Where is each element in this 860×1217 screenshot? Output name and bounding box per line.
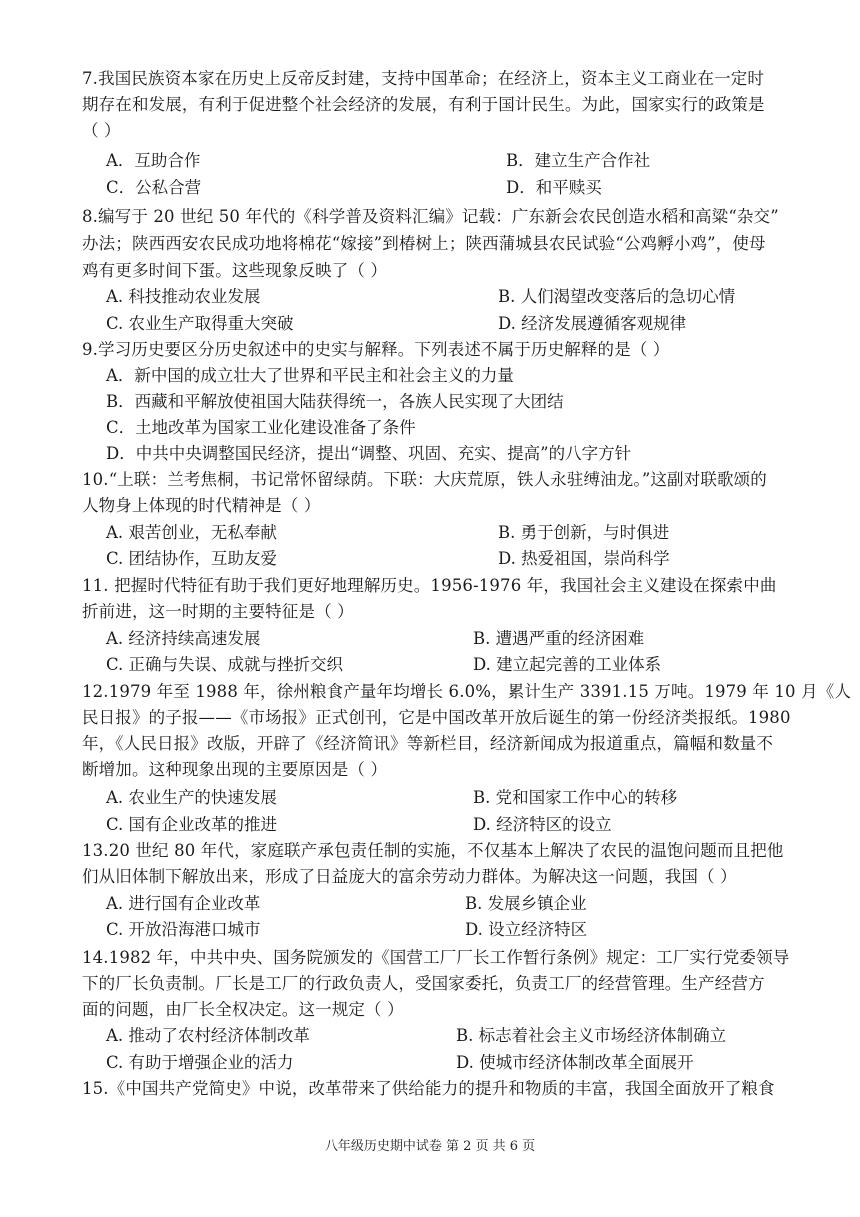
q10-line-2: 人物身上体现的时代精神是（ ） [82, 496, 321, 515]
q8-line-3: 鸡有更多时间下蛋。这些现象反映了（ ） [82, 261, 388, 280]
q14-option-c: C. 有助于增强企业的活力 [106, 1053, 294, 1072]
q10-option-a: A. 艰苦创业，无私奉献 [106, 523, 277, 542]
q8-line-2: 办法；陕西西安农民成功地将棉花“嫁接”到椿树上；陕西蒲城县农民试验“公鸡孵小鸡”，使母 [82, 234, 766, 253]
q11-option-a: A. 经济持续高速发展 [106, 629, 261, 648]
q7-option-c: C．公私合营 [106, 178, 202, 197]
q7-line-2: 期存在和发展，有利于促进整个社会经济的发展，有利于国计民生。为此，国家实行的政策是 [82, 95, 765, 114]
q7-option-b: B．建立生产合作社 [506, 151, 651, 170]
q10-option-b: B. 勇于创新，与时俱进 [498, 523, 670, 542]
q8-option-b: B. 人们渴望改变落后的急切心情 [498, 287, 736, 306]
q11-line-2: 折前进，这一时期的主要特征是（ ） [82, 602, 354, 621]
q12-line-2: 民日报》的子报——《市场报》正式创刊，它是中国改革开放后诞生的第一份经济类报纸。1980 [82, 708, 791, 727]
q13-option-a: A. 进行国有企业改革 [106, 894, 261, 913]
q9-option-c: C．土地改革为国家工业化建设准备了条件 [106, 418, 416, 437]
q11-option-c: C. 正确与失误、成就与挫折交织 [106, 655, 344, 674]
q15-line-1: 15.《中国共产党简史》中说，改革带来了供给能力的提升和物质的丰富，我国全面放开了粮食 [82, 1079, 775, 1098]
q8-option-a: A. 科技推动农业发展 [106, 287, 261, 306]
q13-option-c: C. 开放沿海港口城市 [106, 920, 261, 939]
q8-option-c: C. 农业生产取得重大突破 [106, 314, 294, 333]
q7-line-3: （ ） [82, 121, 121, 140]
q7-option-a: A．互助合作 [106, 151, 201, 170]
q12-option-d: D. 经济特区的设立 [473, 815, 612, 834]
q14-option-d: D. 使城市经济体制改革全面展开 [456, 1053, 694, 1072]
q12-line-3: 年，《人民日报》改版，开辟了《经济简讯》等新栏目，经济新闻成为报道重点，篇幅和数量不 [82, 734, 774, 753]
q12-line-4: 断增加。这种现象出现的主要原因是（ ） [82, 760, 388, 779]
q13-option-b: B. 发展乡镇企业 [465, 894, 587, 913]
q12-option-a: A. 农业生产的快速发展 [106, 788, 277, 807]
q14-line-3: 面的问题，由厂长全权决定。这一规定（ ） [82, 1000, 404, 1019]
q12-line-1: 12.1979 年至 1988 年，徐州粮食产量年均增长 6.0%，累计生产 3391.15 万吨。1979 年 10 月《人 [82, 682, 852, 701]
q8-line-1: 8.编写于 20 世纪 50 年代的《科学普及资料汇编》记载：广东新会农民创造水稻和高粱“杂交” [82, 207, 779, 226]
page-footer: 八年级历史期中试卷 第 2 页 共 6 页 [324, 1139, 536, 1154]
q9-line-1: 9.学习历史要区分历史叙述中的史实与解释。下列表述不属于历史解释的是（ ） [82, 340, 670, 359]
q7-line-1: 7.我国民族资本家在历史上反帝反封建，支持中国革命；在经济上，资本主义工商业在一定时 [82, 69, 765, 88]
q13-line-2: 们从旧体制下解放出来，形成了日益庞大的富余劳动力群体。为解决这一问题，我国（ ） [82, 867, 737, 886]
q14-line-2: 下的厂长负责制。厂长是工厂的行政负责人，受国家委托，负责工厂的经营管理。生产经营方 [82, 974, 765, 993]
q11-option-b: B. 遭遇严重的经济困难 [473, 629, 645, 648]
q9-option-a: A．新中国的成立壮大了世界和平民主和社会主义的力量 [106, 366, 514, 385]
q8-option-d: D. 经济发展遵循客观规律 [498, 314, 687, 333]
q10-option-c: C. 团结协作，互助友爱 [106, 549, 278, 568]
q9-option-d: D．中共中央调整国民经济，提出“调整、巩固、充实、提高”的八字方针 [106, 444, 632, 463]
q10-line-1: 10.“上联：兰考焦桐，书记常怀留绿荫。下联：大庆荒原，铁人永驻缚油龙。”这副对联歌颂的 [82, 470, 767, 489]
q14-line-1: 14.1982 年，中共中央、国务院颁发的《国营工厂厂长工作暂行条例》规定：工厂实行党委领导 [82, 948, 790, 967]
q13-option-d: D. 设立经济特区 [465, 920, 588, 939]
q14-option-b: B. 标志着社会主义市场经济体制确立 [456, 1026, 727, 1045]
q12-option-b: B. 党和国家工作中心的转移 [473, 788, 678, 807]
q11-option-d: D. 建立起完善的工业体系 [473, 655, 662, 674]
q12-option-c: C. 国有企业改革的推进 [106, 815, 278, 834]
q7-option-d: D．和平赎买 [506, 178, 602, 197]
q13-line-1: 13.20 世纪 80 年代，家庭联产承包责任制的实施，不仅基本上解决了农民的温饱问题而且把他 [82, 841, 784, 860]
q11-line-1: 11. 把握时代特征有助于我们更好地理解历史。1956-1976 年，我国社会主义建设在探索中曲 [82, 576, 777, 595]
q14-option-a: A. 推动了农村经济体制改革 [106, 1026, 310, 1045]
q9-option-b: B．西藏和平解放使祖国大陆获得统一，各族人民实现了大团结 [106, 392, 564, 411]
q10-option-d: D. 热爱祖国，崇尚科学 [498, 549, 670, 568]
